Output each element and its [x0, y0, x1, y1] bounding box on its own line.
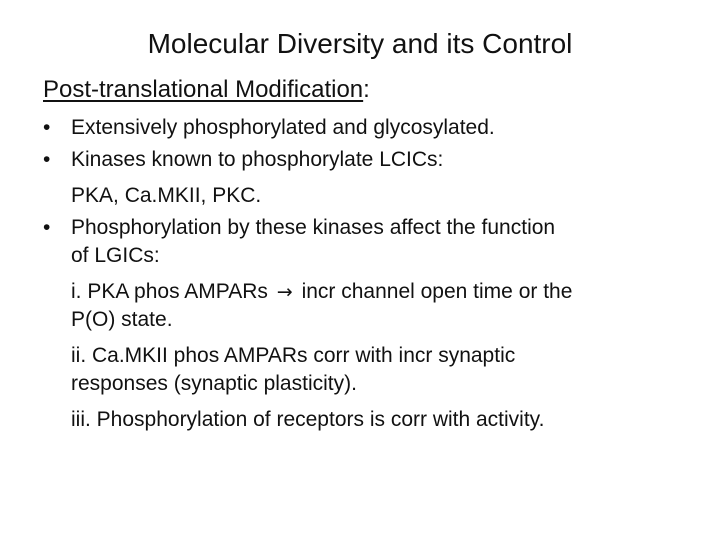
- bullet-icon: •: [43, 116, 51, 139]
- point-ii-line2: responses (synaptic plasticity).: [71, 372, 357, 395]
- point-i-part2: incr channel open time or the: [301, 280, 573, 303]
- bullet-text: Extensively phosphorylated and glycosylated.: [71, 116, 495, 139]
- point-i-line1: [43, 278, 703, 306]
- point-ii-line1: ii. Ca.MKII phos AMPARs corr with incr synaptic: [71, 344, 516, 367]
- point-i-part1: i. PKA phos AMPARs: [71, 280, 268, 303]
- bullet-text: Phosphorylation by these kinases affect the function: [71, 216, 556, 239]
- bullet-continuation: PKA, Ca.MKII, PKC.: [71, 184, 262, 207]
- point-i-line2: P(O) state.: [71, 308, 173, 331]
- bullet-continuation: of LGICs:: [71, 244, 160, 267]
- slide-title: Molecular Diversity and its Control: [147, 28, 573, 59]
- subtitle-colon: :: [363, 76, 370, 103]
- right-arrow-icon: →: [276, 281, 293, 303]
- slide-subtitle: [43, 74, 370, 106]
- bullet-item: [43, 214, 703, 242]
- bullet-item: [43, 146, 703, 174]
- bullet-text: Kinases known to phosphorylate LCICs:: [71, 148, 444, 171]
- bullet-icon: •: [43, 216, 51, 239]
- slide-body: [43, 114, 703, 434]
- subtitle-text: Post-translational Modification: [43, 76, 364, 103]
- bullet-item: [43, 114, 703, 142]
- bullet-icon: •: [43, 148, 51, 171]
- point-iii-line1: iii. Phosphorylation of receptors is corr with activity.: [71, 408, 545, 431]
